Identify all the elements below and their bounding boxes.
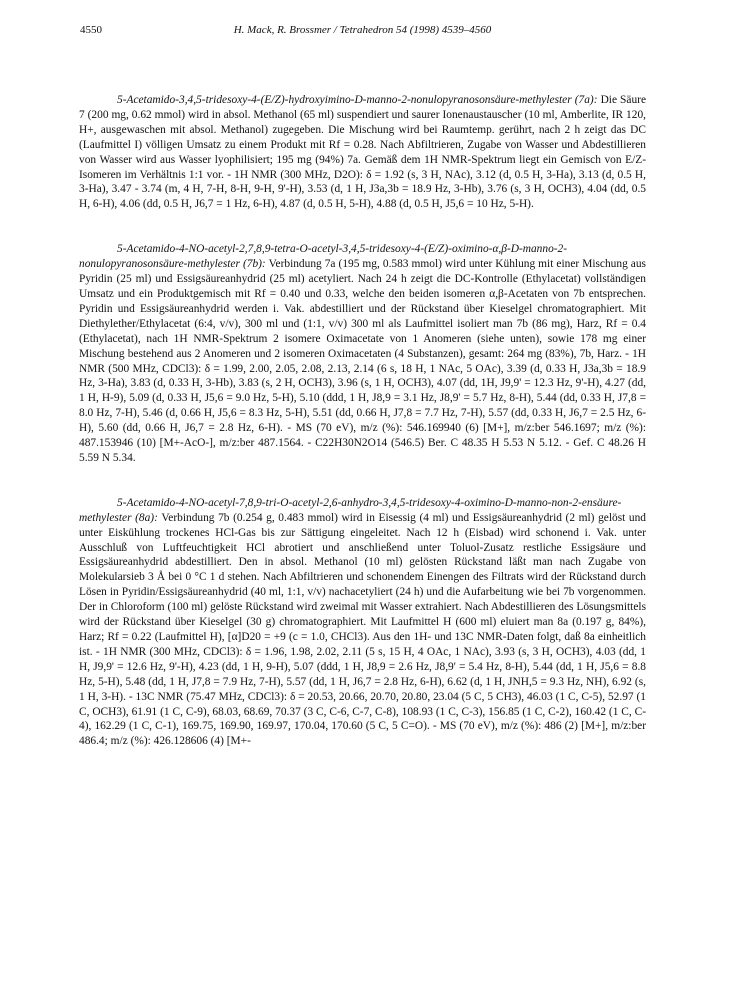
compound-title: 5-Acetamido-4-NO-acetyl-2,7,8,9-tetra-O-acetyl-3,4,5-tridesoxy-4-(E/Z)-oximino-α,β-D-manno-2-nonulopyranosonsäure-methylester (7b): <box>79 243 568 271</box>
compound-title: 5-Acetamido-4-NO-acetyl-7,8,9-tri-O-acetyl-2,6-anhydro-3,4,5-tridesoxy-4-oximino-D-manno-non-2-ensäure-methylester (8a): <box>79 496 622 524</box>
compound-title: 5-Acetamido-3,4,5-tridesoxy-4-(E/Z)-hydroxyimino-D-manno-2-nonulopyranosonsäure-methylester (7a): <box>117 94 598 106</box>
entry-paragraph <box>79 496 646 749</box>
entry-text: Die Säure 7 (200 mg, 0.62 mmol) wird in absol. Methanol (65 ml) suspendiert und saurer Ionenaustauscher (10 ml, Amberlite, IR 120, H+, ausgewaschen mit absol. Methanol) zugegeben. Die Mischung wird bei Raumtemp. gerührt, nach 2 h zeigt das DC (Laufmittel I) völligen Umsatz zu einem Produkt mit Rf = 0.28. Nach Abfiltrieren, Zugabe von Wasser und Abdestillieren von Wasser wird aus Wasser lyophilisiert; 195 mg (94%) 7a. Gemäß dem 1H NMR-Spektrum liegt ein Gemisch von E/Z-Isomeren im Verhältnis 1:1 vor. - 1H NMR (300 MHz, D2O): δ = 1.92 (s, 3 H, NAc), 3.12 (d, 0.5 H, 3-Ha), 3.13 (d, 0.5 H, 3-Ha), 3.47 - 3.74 (m, 4 H, 7-H, 8-H, 9-H, 9'-H), 3.53 (d, 1 H, J3a,3b = 18.9 Hz, 3-Hb), 3.76 (s, 3 H, OCH3), 4.04 (dd, 0.5 H, 6-H), 4.06 (dd, 0.5 H, J6,7 = 1 Hz, 6-H), 4.87 (d, 0.5 H, 5-H), 4.88 (d, 0.5 H, J5,6 = 10 Hz, 5-H). <box>79 94 646 211</box>
entry-text: Verbindung 7b (0.254 g, 0.483 mmol) wird in Eisessig (4 ml) und Essigsäureanhydrid (2 ml) gelöst und unter Eiskühlung trockenes HCl-Gas bis zur Sättigung eingeleitet. Nach 12 h (Eisbad) wird schonend i. Vak. unter Ausschluß von Luftfeuchtigkeit HCl abrotiert und anschließend unter Toluol-Zusatz restliche Essigsäure und Essigsäureanhydrid abdestilliert. Den in absol. Methanol (10 ml) gelösten Rückstand läßt man nach Zugabe von Molekularsieb 3 Å bei 0 °C 1 d stehen. Nach Abfiltrieren und schonendem Einengen des Filtrats wird der Rückstand durch Lösen in Pyridin/Essigsäureanhydrid (40 ml, 1:1, v/v) nachacetyliert (24 h) und die Aufarbeitung wie bei 7b vorgenommen. Der in Chloroform (100 ml) gelöste Rückstand wird zweimal mit Wasser extrahiert. Nach Abdestillieren des Lösungsmittels wird der Rückstand über Kieselgel (30 g) chromatographiert. Mit Laufmittel H (600 ml) eluiert man 8a (0.197 g, 84%), Harz; Rf = 0.22 (Laufmittel H), [α]D20 = +9 (c = 1.0, CHCl3). Aus den 1H- und 13C NMR-Daten folgt, daß 8a einheitlich ist. - 1H NMR (300 MHz, CDCl3): δ = 1.96, 1.98, 2.02, 2.11 (5 s, 15 H, 4 OAc, 1 NAc), 3.93 (s, 3 H, OCH3), 4.03 (dd, 1 H, J9,9' = 12.6 Hz, 9'-H), 4.23 (dd, 1 H, 9-H), 5.07 (ddd, 1 H, J8,9 = 2.6 Hz, J8,9' = 5.4 Hz, 8-H), 5.44 (dd, 1 H, J5,6 = 8.8 Hz, 5-H), 5.48 (dd, 1 H, J7,8 = 7.9 Hz, 7-H), 5.57 (dd, 1 H, J6,7 = 2.8 Hz, 6-H), 6.62 (d, 1 H, JNH,5 = 9.3 Hz, NH), 6.92 (s, 1 H, 3-H). - 13C NMR (75.47 MHz, CDCl3): δ = 20.53, 20.66, 20.70, 20.80, 23.04 (5 C, 5 CH3), 46.03 (1 C, C-5), 52.97 (1 C, OCH3), 61.91 (1 C, C-9), 68.03, 68.69, 70.37 (3 C, C-6, C-7, C-8), 108.93 (1 C, C-3), 156.85 (1 C, C-2), 160.42 (1 C, C-4), 162.29 (1 C, C-1), 169.75, 169.90, 169.97, 170.04, 170.60 (5 C, 5 C=O). - MS (70 eV), m/z (%): 486 (2) [M+], m/z:ber 486.4; m/z (%): 426.128606 (4) [M+- <box>79 511 647 748</box>
compound-entry-7b <box>79 242 646 466</box>
page-header <box>80 24 645 38</box>
compound-entry-7a <box>79 93 646 212</box>
page-number: 4550 <box>80 24 102 36</box>
running-head: H. Mack, R. Brossmer / Tetrahedron 54 (1998) 4539–4560 <box>233 24 492 36</box>
entry-text: Verbindung 7a (195 mg, 0.583 mmol) wird unter Kühlung mit einer Mischung aus Pyridin (25 ml) und Essigsäureanhydrid (25 ml) acetyliert. Nach 24 h zeigt die DC-Kontrolle (Ethylacetat) vollständigen Umsatz und ein Produktgemisch mit Rf = 0.40 und 0.33, welche den beiden isomeren α,β-Acetaten von 7b entsprechen. Pyridin und Essigsäureanhydrid werden i. Vak. abdestilliert und der Rückstand über Kieselgel chromatographiert. Mit Diethylether/Ethylacetat (6:4, v/v), 300 ml und (1:1, v/v) 300 ml als Laufmittel isoliert man 7b (86 mg), Harz, Rf = 0.4 (Ethylacetat), nach 1H NMR-Spektrum 2 isomere Oximacetate von 1 Anomeren (siehe unten), sowie 178 mg einer Mischung bestehend aus 2 Anomeren und 2 isomeren Oximacetaten (4 Substanzen), gesamt: 264 mg (83%), 7b, Harz. - 1H NMR (500 MHz, CDCl3): δ = 1.99, 2.00, 2.05, 2.08, 2.13, 2.14 (6 s, 18 H, 1 NAc, 5 OAc), 3.39 (d, 0.33 H, J3a,3b = 18.9 Hz, 3-Ha), 3.83 (d, 0.33 H, 3-Hb), 3.83 (s, 2 H, OCH3), 3.96 (s, 1 H, OCH3), 4.07 (dd, 1H, J9,9' = 12.3 Hz, 9'-H), 4.27 (dd, 1 H, H-9), 5.09 (d, 0.33 H, J5,6 = 9.0 Hz, 5-H), 5.10 (ddd, 1 H, J8,9 = 3.1 Hz, J8,9' = 5.7 Hz, 8-H), 5.44 (dd, 0.33 H, J7,8 = 8.0 Hz, 7-H), 5.46 (d, 0.66 H, J5,6 = 8.3 Hz, 5-H), 5.51 (dd, 0.66 H, J7,8 = 7.7 Hz, 7-H), 5.57 (dd, 0.33 H, J6,7 = 2.5 Hz, 6-H), 5.60 (dd, 0.66 H, J6,7 = 2.8 Hz, 6-H). - MS (70 eV), m/z (%): 546.169940 (6) [M+], m/z:ber 546.1697; m/z (%): 487.153946 (10) [M+-AcO-], m/z:ber 487.1564. - C22H30N2O14 (546.5) Ber. C 48.35 H 5.53 N 5.12. - Gef. C 48.26 H 5.59 N 5.34. <box>79 258 646 464</box>
compound-entry-8a <box>79 496 646 749</box>
entry-paragraph <box>79 93 646 212</box>
entry-paragraph <box>79 242 646 466</box>
experimental-text <box>79 93 646 749</box>
